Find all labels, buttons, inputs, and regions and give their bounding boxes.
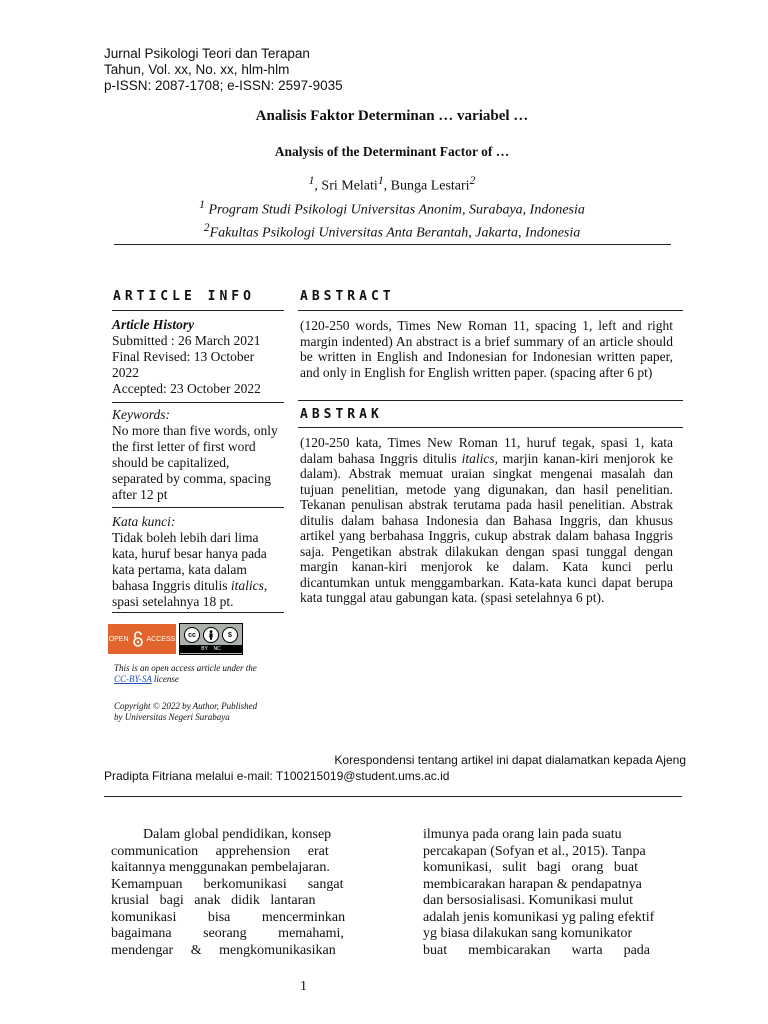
body-left-line: krusial bagi anak didik lantaran <box>111 893 316 908</box>
body-left-line: mendengar & mengkomunikasikan <box>111 942 336 958</box>
body-left-line: komunikasi bisa mencerminkan <box>111 909 346 925</box>
accepted-date: Accepted: 23 October 2022 <box>112 381 261 396</box>
history-divider <box>112 402 284 403</box>
cc-license-logo <box>179 623 243 655</box>
abstrak-text-italic: italics, <box>461 450 498 466</box>
title-english: Analysis of the Determinant Factor of … <box>274 144 510 159</box>
correspondence-divider <box>104 796 682 797</box>
affiliation-2 <box>0 219 768 243</box>
abstrak-heading: ABSTRAK <box>300 407 383 422</box>
body-right-line: komunikasi, sulit bagi orang buat <box>423 860 639 875</box>
journal-issn: p-ISSN: 2087-1708; e-ISSN: 2597-9035 <box>104 78 343 93</box>
article-history <box>112 317 284 397</box>
copyright-line-2: by Universitas Negeri Surabaya <box>114 712 230 722</box>
journal-volume: Tahun, Vol. xx, No. xx, hlm-hlm <box>104 62 290 77</box>
cc-by-label: BY <box>201 646 208 652</box>
body-right-line: ilmunya pada orang lain pada suatu <box>423 827 622 842</box>
abstrak-text <box>300 435 673 606</box>
body-right-line: adalah jenis komunikasi yg paling efektif <box>423 909 655 925</box>
body-left-line: communication apprehension erat <box>111 843 329 859</box>
open-access-logo <box>108 624 176 654</box>
keywords-line-5: after 12 pt <box>112 487 168 502</box>
body-right-line: yg biasa dilakukan sang komunikator <box>423 926 633 941</box>
open-lock-icon <box>132 631 144 647</box>
author-1-sup: 1 <box>377 174 384 187</box>
copyright-statement <box>114 701 294 723</box>
open-access-access-text: ACCESS <box>146 635 176 643</box>
license-line-2-text: license <box>151 674 179 684</box>
submitted-date: Submitted : 26 March 2021 <box>112 333 261 348</box>
open-access-open-text: OPEN <box>108 635 129 643</box>
affiliation-1-text: Program Studi Psikologi Universitas Anonim, Surabaya, Indonesia <box>204 202 585 218</box>
body-left-line: kaitannya menggunakan pembelajaran. <box>111 860 330 875</box>
abstract-divider <box>298 400 683 401</box>
body-right-line: buat membicarakan warta pada <box>423 942 651 958</box>
abstract-rule-top <box>298 310 683 311</box>
kata-kunci-line-1: Tidak boleh lebih dari lima <box>112 530 259 545</box>
kata-kunci-line-3: kata pertama, kata dalam <box>112 562 247 577</box>
license-line-1: This is an open access article under the <box>114 663 257 673</box>
keywords-line-2: the first letter of first word <box>112 439 256 454</box>
affiliation-2-sup: 2 <box>203 221 210 235</box>
body-column-left <box>111 827 368 959</box>
cc-icons <box>184 627 238 643</box>
revised-date-b: 2022 <box>112 365 139 380</box>
affiliation-1 <box>0 196 768 220</box>
keywords-label: Keywords: <box>112 407 170 422</box>
non-commercial-icon: $ <box>222 627 238 643</box>
kata-kunci-line-4c: , <box>263 578 268 593</box>
revised-date-a: Final Revised: 13 October <box>112 349 255 364</box>
article-info-heading: ARTICLE INFO <box>113 289 255 304</box>
journal-header <box>104 46 343 94</box>
affiliation-2-text: Fakultas Psikologi Universitas Anta Berantah, Jakarta, Indonesia <box>209 225 581 241</box>
keywords-line-3: should be capitalized, <box>112 455 230 470</box>
license-line-2 <box>114 674 294 685</box>
author-1-name: , Sri Melati <box>314 178 378 194</box>
correspondence-line-1: Korespondensi tentang artikel ini dapat dialamatkan kepada Ajeng <box>334 753 686 767</box>
body-left-line: bagaimana seorang memahami, <box>111 926 344 941</box>
author-sup-lead: 1 <box>308 174 315 187</box>
body-left-line: Dalam global pendidikan, konsep <box>143 827 332 842</box>
kata-kunci-block <box>112 514 284 610</box>
keywords-block <box>112 407 284 503</box>
keywords-line-4: separated by comma, spacing <box>112 471 271 486</box>
keywords-divider <box>112 507 284 508</box>
license-statement <box>114 663 294 685</box>
kata-kunci-line-4b: italics <box>230 578 264 593</box>
article-info-rule-top <box>112 310 284 311</box>
page-number: 1 <box>300 979 307 994</box>
kata-kunci-label: Kata kunci: <box>112 514 176 529</box>
author-2-sup: 2 <box>469 174 476 187</box>
cc-icon: cc <box>184 627 200 643</box>
cc-nc-label: NC <box>213 646 221 652</box>
kata-kunci-line-2: kata, huruf besar hanya pada <box>112 546 267 561</box>
abstract-heading: ABSTRACT <box>300 289 395 304</box>
author-2-name: , Bunga Lestari <box>383 178 470 194</box>
kata-kunci-line-4a: bahasa Inggris ditulis <box>112 578 231 593</box>
journal-name: Jurnal Psikologi Teori dan Terapan <box>104 46 310 61</box>
affiliation-1-sup: 1 <box>199 197 205 211</box>
body-left-line: Kemampuan berkomunikasi sangat <box>111 876 344 892</box>
attribution-icon <box>203 627 219 643</box>
body-right-line: dan bersosialisasi. Komunikasi mulut <box>423 893 633 908</box>
abstrak-rule <box>298 427 683 428</box>
kata-kunci-divider <box>112 612 284 613</box>
author-names <box>0 172 768 196</box>
header-divider <box>114 244 671 245</box>
correspondence <box>104 752 686 784</box>
keywords-line-1: No more than five words, only <box>112 423 278 438</box>
authors-block <box>0 172 768 243</box>
body-right-line: membicarakan harapan & pendapatnya <box>423 876 642 892</box>
copyright-line-1: Copyright © 2022 by Author, Published <box>114 701 258 711</box>
abstract-text: (120-250 words, Times New Roman 11, spacing 1, left and right margin indented) An abstract is a brief summary of an article should be written in English and Indonesian for Indonesian written paper, and only in English for English written paper. (spacing after 6 pt) <box>300 318 673 380</box>
title-indonesian: Analisis Faktor Determinan … variabel … <box>255 108 529 124</box>
kata-kunci-line-5: spasi setelahnya 18 pt. <box>112 594 234 609</box>
body-column-right <box>423 827 682 959</box>
article-history-title: Article History <box>112 317 195 332</box>
correspondence-line-2: Pradipta Fitriana melalui e-mail: T100215019@student.ums.ac.id <box>104 769 450 783</box>
body-right-line: percakapan (Sofyan et al., 2015). Tanpa <box>423 843 646 859</box>
cc-by-sa-link[interactable]: CC-BY-SA <box>114 674 152 684</box>
kata-kunci-line-4 <box>112 578 284 594</box>
abstrak-text-b: marjin kanan-kiri menjorok ke dalam). Abstrak memuat uraian singkat mengenai masalah dan tujuan penelitian, metode yang digunakan, dan hasil penelitian. Tekanan penulisan abstrak terutama pada hasil penelitian. Abstrak ditulis dalam bahasa Indonesia dan Bahasa Inggris, dan khusus artikel yang berbahasa Inggris, cukup abstrak dalam bahasa Inggris saja. Pengetikan abstrak dilakukan dengan spasi tunggal dengan margin kanan-kiri menjorok ke dalam. Kata kunci perlu dicantumkan untuk menggambarkan. Kata-kata kunci dapat berupa kata tunggal atau gabungan kata. (spasi setelahnya 6 pt). <box>300 450 674 605</box>
abstrak-text-a: (120-250 kata, Times New Roman 11, huruf tegak, spasi 1, kata dalam bahasa Inggris ditulis <box>300 435 673 466</box>
cc-label-bar <box>180 645 242 653</box>
